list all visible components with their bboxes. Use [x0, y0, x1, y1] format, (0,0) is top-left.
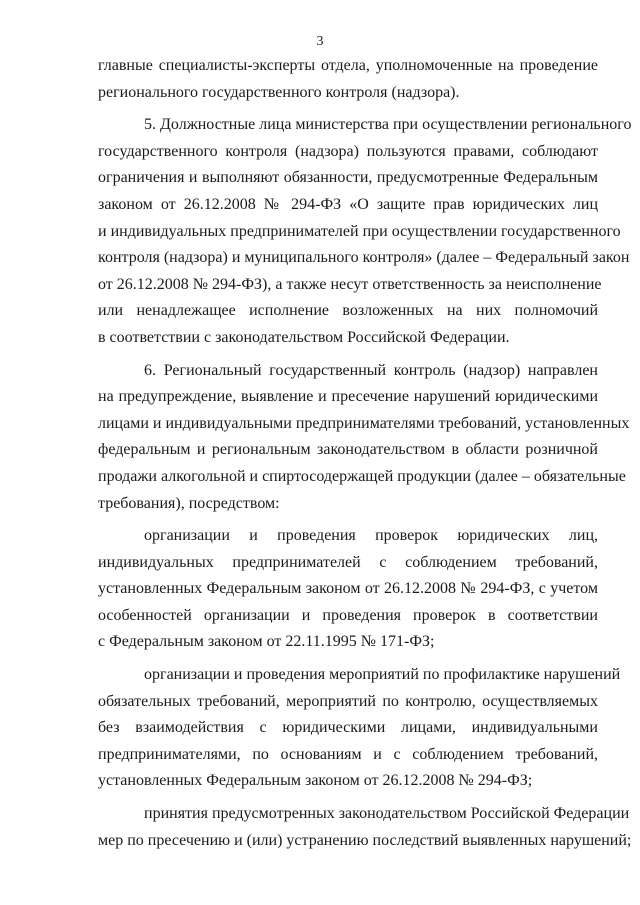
paragraph-6-list-item-b	[98, 662, 621, 795]
text-line: и индивидуальных предпринимателей при осуществлении государственного	[98, 222, 621, 240]
text-line: или ненадлежащее исполнение возложенных на них полномочий	[98, 302, 598, 320]
text-line: ограничения и выполняют обязанности, предусмотренные Федеральным	[98, 169, 598, 187]
text-line: мер по пресечению и (или) устранению последствий выявленных нарушений;	[98, 831, 632, 849]
text-line: от 26.12.2008 № 294-ФЗ), а также несут ответственность за неисполнение	[98, 275, 602, 293]
text-line: установленных Федеральным законом от 26.12.2008 № 294-ФЗ;	[98, 772, 533, 790]
text-line: в соответствии с законодательством Российской Федерации.	[98, 328, 510, 346]
paragraph-6-list-item-a	[98, 523, 598, 656]
text-line: на предупреждение, выявление и пресечение нарушений юридическими	[98, 388, 598, 406]
text-line: обязательных требований, мероприятий по контролю, осуществляемых	[98, 692, 598, 710]
text-line: без взаимодействия с юридическими лицами, индивидуальными	[98, 719, 598, 737]
paragraph-6-list-item-c	[98, 801, 632, 854]
text-line: организации и проведения проверок юридических лиц,	[144, 527, 598, 545]
text-line: 5. Должностные лица министерства при осуществлении регионального	[144, 116, 632, 134]
page-number: 3	[316, 34, 324, 49]
text-line: организации и проведения мероприятий по профилактике нарушений	[144, 666, 621, 684]
text-line: установленных Федеральным законом от 26.12.2008 № 294-ФЗ, с учетом	[98, 580, 598, 598]
text-line: принятия предусмотренных законодательством Российской Федерации	[144, 805, 630, 823]
text-line: государственного контроля (надзора) пользуются правами, соблюдают	[98, 142, 598, 160]
paragraph-6	[98, 358, 630, 518]
text-line: регионального государственного контроля (надзора).	[98, 83, 460, 101]
text-line: особенностей организации и проведения проверок в соответствии	[98, 606, 598, 624]
text-line: индивидуальных предпринимателей с соблюдением требований,	[98, 553, 598, 571]
text-line: требования), посредством:	[98, 494, 280, 512]
text-line: с Федеральным законом от 22.11.1995 № 171-ФЗ;	[98, 633, 435, 651]
paragraph-5	[98, 112, 632, 351]
text-line: предпринимателями, по основаниям и с соблюдением требований,	[98, 745, 598, 763]
text-line: лицами и индивидуальными предпринимателями требований, установленных	[98, 414, 630, 432]
paragraph-continuation	[98, 53, 598, 106]
document-body	[98, 53, 632, 854]
text-line: контроля (надзора) и муниципального контроля» (далее – Федеральный закон	[98, 249, 630, 267]
text-line: продажи алкогольной и спиртосодержащей продукции (далее – обязательные	[98, 467, 626, 485]
text-line: главные специалисты-эксперты отдела, уполномоченные на проведение	[98, 57, 598, 74]
text-line: законом от 26.12.2008 № 294-ФЗ «О защите прав юридических лиц	[98, 195, 598, 213]
text-line: федеральным и региональным законодательством в области розничной	[98, 441, 598, 459]
text-line: 6. Региональный государственный контроль (надзор) направлен	[144, 361, 598, 379]
